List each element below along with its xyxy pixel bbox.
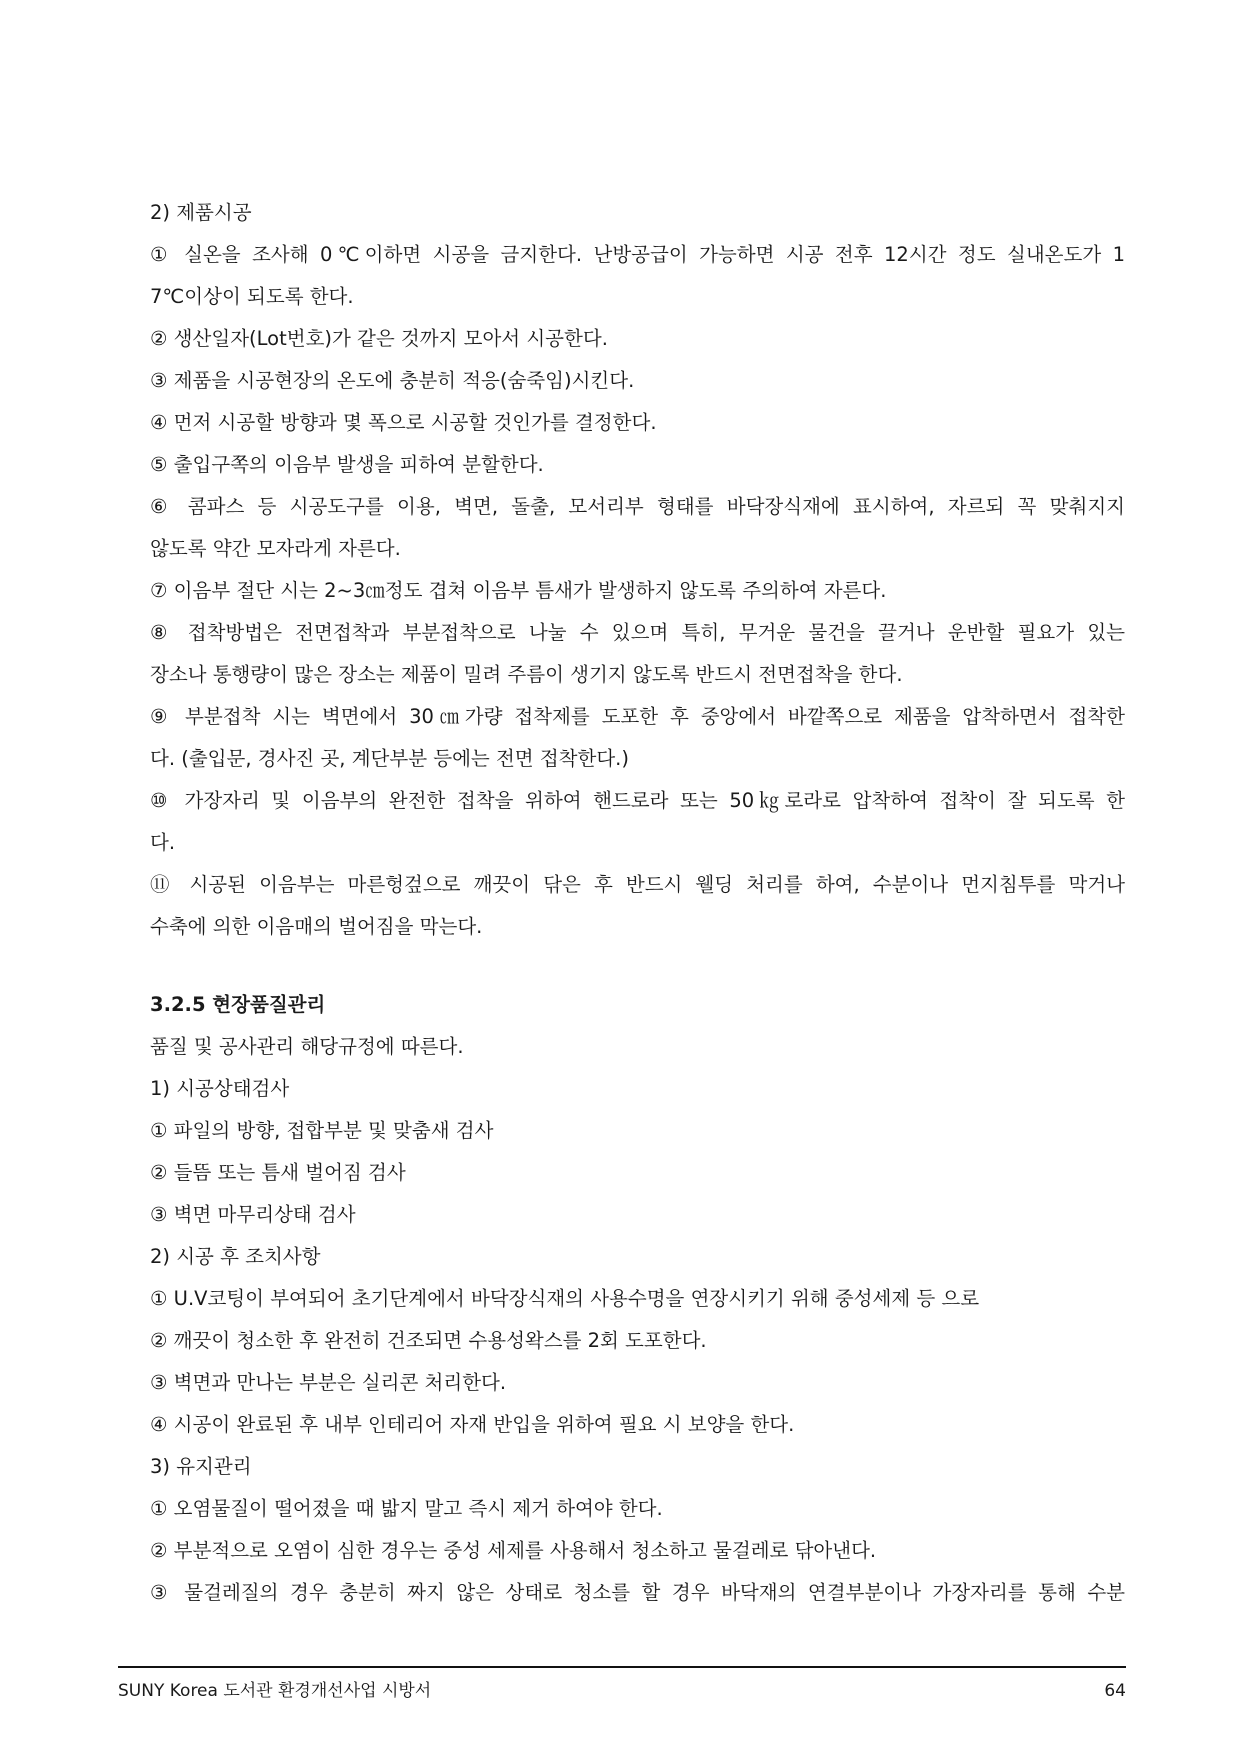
list-item: ② 부분적으로 오염이 심한 경우는 중성 세제를 사용해서 청소하고 물걸레로 닦아낸다. bbox=[150, 1539, 877, 1562]
list-item-continued: 다. bbox=[150, 831, 176, 854]
list-item: ① 파일의 방향, 접합부분 및 맞춤새 검사 bbox=[150, 1119, 494, 1142]
list-item: ② 깨끗이 청소한 후 완전히 건조되면 수용성왁스를 2회 도포한다. bbox=[150, 1329, 707, 1352]
list-item-continued: 7℃이상이 되도록 한다. bbox=[150, 285, 354, 308]
footer-document-title: SUNY Korea 도서관 환경개선사업 시방서 bbox=[118, 1681, 432, 1701]
list-item: ④ 시공이 완료된 후 내부 인테리어 자재 반입을 위하여 필요 시 보양을 한다. bbox=[150, 1413, 795, 1436]
subsection-title: 3) 유지관리 bbox=[150, 1455, 252, 1478]
subsection-title: 2) 시공 후 조치사항 bbox=[150, 1245, 321, 1268]
subsection-title: 1) 시공상태검사 bbox=[150, 1077, 290, 1100]
list-item-continued: 다. (출입문, 경사진 곳, 계단부분 등에는 전면 접착한다.) bbox=[150, 747, 629, 770]
list-item: ⑧ 접착방법은 전면접착과 부분접착으로 나눌 수 있으며 특히, 무거운 물건을 끌거나 운반할 필요가 있는 bbox=[150, 621, 1125, 644]
list-item: ⑦ 이음부 절단 시는 2~3㎝정도 겹쳐 이음부 틈새가 발생하지 않도록 주의하여 자른다. bbox=[150, 579, 887, 602]
footer-divider bbox=[118, 1666, 1126, 1668]
list-item: ⑥ 콤파스 등 시공도구를 이용, 벽면, 돌출, 모서리부 형태를 바닥장식재에 표시하여, 자르되 꼭 맞춰지지 bbox=[150, 495, 1125, 518]
list-item: ③ 벽면과 만나는 부분은 실리콘 처리한다. bbox=[150, 1371, 507, 1394]
list-item-continued: 않도록 약간 모자라게 자른다. bbox=[150, 537, 401, 560]
list-item: ① U.V코팅이 부여되어 초기단계에서 바닥장식재의 사용수명을 연장시키기 위해 중성세제 등 으로 bbox=[150, 1287, 980, 1310]
list-item-continued: 수축에 의한 이음매의 벌어짐을 막는다. bbox=[150, 915, 483, 938]
list-item: ① 오염물질이 떨어졌을 때 밟지 말고 즉시 제거 하여야 한다. bbox=[150, 1497, 663, 1520]
list-item: ④ 먼저 시공할 방향과 몇 폭으로 시공할 것인가를 결정한다. bbox=[150, 411, 657, 434]
list-item: ② 생산일자(Lot번호)가 같은 것까지 모아서 시공한다. bbox=[150, 327, 608, 350]
list-item: ① 실온을 조사해 0℃이하면 시공을 금지한다. 난방공급이 가능하면 시공 전후 12시간 정도 실내온도가 1 bbox=[150, 243, 1125, 266]
section-title-installation: 2) 제품시공 bbox=[150, 201, 252, 224]
list-item: ③ 제품을 시공현장의 온도에 충분히 적응(숨죽임)시킨다. bbox=[150, 369, 635, 392]
list-item: ③ 벽면 마무리상태 검사 bbox=[150, 1203, 356, 1226]
list-item: ⑪ 시공된 이음부는 마른헝겊으로 깨끗이 닦은 후 반드시 웰딩 처리를 하여, 수분이나 먼지침투를 막거나 bbox=[150, 873, 1125, 896]
list-item-continued: 장소나 통행량이 많은 장소는 제품이 밀려 주름이 생기지 않도록 반드시 전면접착을 한다. bbox=[150, 663, 903, 686]
list-item: ⑩ 가장자리 및 이음부의 완전한 접착을 위하여 핸드로라 또는 50㎏로라로 압착하여 접착이 잘 되도록 한 bbox=[150, 789, 1125, 812]
list-item: ② 들뜸 또는 틈새 벌어짐 검사 bbox=[150, 1161, 406, 1184]
list-item: ⑤ 출입구쪽의 이음부 발생을 피하여 분할한다. bbox=[150, 453, 544, 476]
page-number: 64 bbox=[1104, 1681, 1126, 1701]
section-heading-quality: 3.2.5 현장품질관리 bbox=[150, 993, 326, 1016]
list-item: ③ 물걸레질의 경우 충분히 짜지 않은 상태로 청소를 할 경우 바닥재의 연결부분이나 가장자리를 통해 수분 bbox=[150, 1581, 1125, 1604]
paragraph: 품질 및 공사관리 해당규정에 따른다. bbox=[150, 1035, 464, 1058]
list-item: ⑨ 부분접착 시는 벽면에서 30㎝가량 접착제를 도포한 후 중앙에서 바깥쪽으로 제품을 압착하면서 접착한 bbox=[150, 705, 1125, 728]
